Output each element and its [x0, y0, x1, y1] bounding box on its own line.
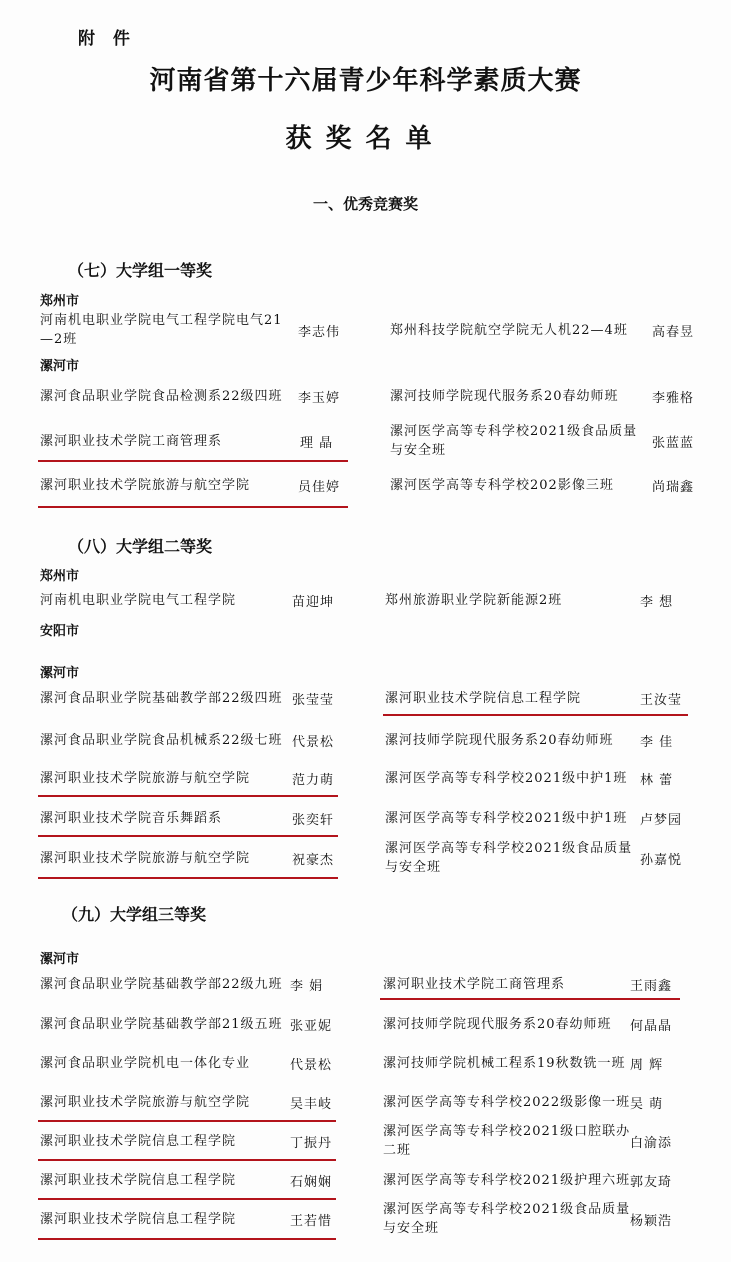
right-org: 漯河技师学院机械工程系19秋数铣一班: [383, 1055, 626, 1071]
right-name: 王汝莹: [640, 692, 683, 708]
left-name: 祝豪杰: [292, 852, 335, 868]
highlight-underline: [38, 1238, 336, 1240]
highlight-underline: [38, 877, 338, 879]
right-name: 王雨鑫: [630, 978, 673, 994]
right-org: 漯河医学高等专科学校2021级食品质量与安全班: [385, 841, 633, 875]
city-label: 郑州市: [40, 569, 80, 584]
left-org: 漯河职业技术学院旅游与航空学院: [40, 770, 251, 786]
right-name: 白渝添: [630, 1135, 673, 1151]
left-name: 李志伟: [298, 324, 341, 340]
left-org: 漯河食品职业学院基础教学部22级九班: [40, 976, 283, 992]
right-name: 何晶晶: [630, 1018, 673, 1034]
right-org: 漯河医学高等专科学校2021级食品质量与安全班: [390, 424, 638, 458]
left-org: 漯河职业技术学院信息工程学院: [40, 1133, 237, 1149]
left-name: 员佳婷: [298, 479, 341, 495]
highlight-underline: [38, 795, 338, 797]
right-name: 郭友琦: [630, 1174, 673, 1190]
city-label: 漯河市: [40, 952, 80, 967]
highlight-underline: [38, 506, 348, 508]
document-subtitle-list: 获奖名单: [285, 124, 446, 154]
section-title: （七）大学组一等奖: [68, 261, 213, 280]
right-org: 郑州旅游职业学院新能源2班: [385, 592, 563, 608]
left-org: 河南机电职业学院电气工程学院: [40, 592, 237, 608]
left-name: 代景松: [292, 734, 335, 750]
right-org: 漯河职业技术学院工商管理系: [383, 976, 566, 992]
left-name: 苗迎坤: [292, 594, 335, 610]
left-name: 张亚妮: [290, 1018, 333, 1034]
left-name: 王若惜: [290, 1213, 333, 1229]
left-name: 张奕轩: [292, 812, 335, 828]
highlight-underline: [38, 835, 338, 837]
right-name: 林 蕾: [640, 772, 674, 788]
left-name: 范力萌: [292, 772, 335, 788]
right-org: 漯河医学高等专科学校2021级中护1班: [385, 770, 628, 786]
right-name: 吴 萌: [630, 1096, 664, 1112]
left-org: 漯河食品职业学院食品检测系22级四班: [40, 388, 283, 404]
left-name: 石娴娴: [290, 1174, 333, 1190]
left-name: 张莹莹: [292, 692, 335, 708]
left-org: 漯河食品职业学院基础教学部22级四班: [40, 690, 283, 706]
right-name: 张蓝蓝: [652, 435, 695, 451]
right-org: 漯河医学高等专科学校2021级口腔联办二班: [383, 1124, 631, 1158]
right-org: 漯河医学高等专科学校202影像三班: [390, 477, 614, 493]
left-org: 漯河职业技术学院信息工程学院: [40, 1172, 237, 1188]
award-category-heading: 一、优秀竞赛奖: [312, 195, 418, 213]
city-label: 安阳市: [40, 624, 80, 639]
left-org: 漯河食品职业学院机电一体化专业: [40, 1055, 251, 1071]
right-name: 李雅格: [652, 390, 695, 406]
city-label: 郑州市: [40, 294, 80, 309]
highlight-underline: [383, 714, 688, 716]
right-org: 漯河技师学院现代服务系20春幼师班: [390, 388, 619, 404]
right-org: 漯河医学高等专科学校2021级食品质量与安全班: [383, 1202, 631, 1236]
right-name: 李 佳: [640, 734, 674, 750]
right-name: 卢梦园: [640, 812, 683, 828]
document-title: 河南省第十六届青少年科学素质大赛: [149, 66, 582, 96]
section-title: （九）大学组三等奖: [62, 905, 207, 924]
right-org: 漯河医学高等专科学校2022级影像一班: [383, 1094, 631, 1110]
left-name: 李玉婷: [298, 390, 341, 406]
highlight-underline: [38, 460, 348, 462]
left-org: 河南机电职业学院电气工程学院电气21—2班: [40, 313, 283, 347]
left-name: 李 娟: [290, 978, 324, 994]
right-org: 漯河技师学院现代服务系20春幼师班: [385, 732, 614, 748]
right-name: 周 辉: [630, 1057, 664, 1073]
city-label: 漯河市: [40, 359, 80, 374]
left-org: 漯河职业技术学院音乐舞蹈系: [40, 810, 223, 826]
attachment-label: 附 件: [78, 29, 136, 49]
left-org: 漯河职业技术学院信息工程学院: [40, 1211, 237, 1227]
city-label: 漯河市: [40, 666, 80, 681]
left-org: 漯河职业技术学院旅游与航空学院: [40, 477, 251, 493]
highlight-underline: [380, 998, 680, 1000]
left-name: 代景松: [290, 1057, 333, 1073]
right-org: 漯河医学高等专科学校2021级护理六班: [383, 1172, 631, 1188]
right-name: 杨颖浩: [630, 1213, 673, 1229]
left-org: 漯河食品职业学院基础教学部21级五班: [40, 1016, 283, 1032]
right-name: 孙嘉悦: [640, 852, 683, 868]
right-org: 郑州科技学院航空学院无人机22—4班: [390, 322, 628, 338]
left-name: 丁振丹: [290, 1135, 333, 1151]
left-org: 漯河职业技术学院工商管理系: [40, 433, 223, 449]
right-org: 漯河医学高等专科学校2021级中护1班: [385, 810, 628, 826]
left-name: 理 晶: [300, 435, 334, 451]
right-name: 高春昱: [652, 324, 695, 340]
right-org: 漯河职业技术学院信息工程学院: [385, 690, 582, 706]
left-org: 漯河食品职业学院食品机械系22级七班: [40, 732, 283, 748]
left-name: 吴丰岐: [290, 1096, 333, 1112]
left-org: 漯河职业技术学院旅游与航空学院: [40, 1094, 251, 1110]
section-title: （八）大学组二等奖: [68, 537, 213, 556]
right-name: 尚瑞鑫: [652, 479, 695, 495]
left-org: 漯河职业技术学院旅游与航空学院: [40, 850, 251, 866]
right-name: 李 想: [640, 594, 674, 610]
right-org: 漯河技师学院现代服务系20春幼师班: [383, 1016, 612, 1032]
